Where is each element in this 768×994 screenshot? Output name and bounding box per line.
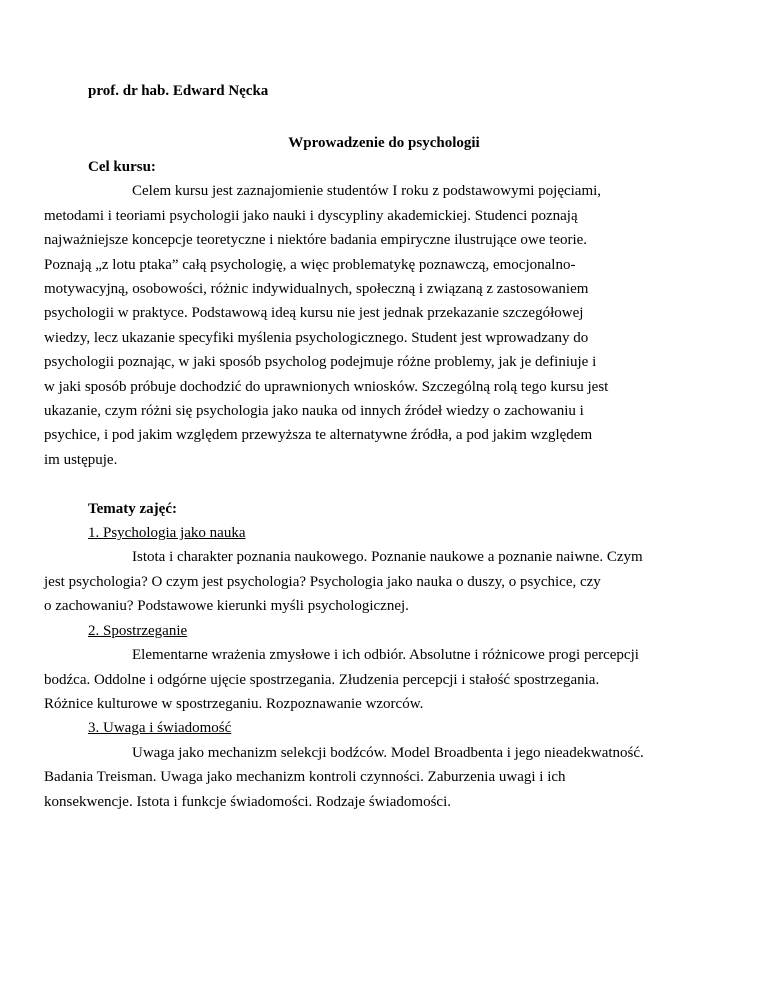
goal-paragraph: [44, 179, 688, 472]
topic-line: Istota i charakter poznania naukowego. Poznanie naukowe a poznanie naiwne. Czym: [132, 549, 643, 566]
topic-line: jest psychologia? O czym jest psychologia? Psychologia jako nauka o duszy, o psychice, czy: [44, 573, 601, 590]
goal-line: Celem kursu jest zaznajomienie studentów I roku z podstawowymi pojęciami,: [132, 183, 602, 200]
topic-description-3: [44, 741, 688, 814]
goal-line: Poznają „z lotu ptaka” całą psychologię, a więc problematykę poznawczą, emocjonalno-: [44, 256, 576, 273]
topic-description-1: [44, 545, 688, 618]
goal-line: metodami i teoriami psychologii jako nauki i dyscypliny akademickiej. Studenci poznają: [44, 207, 578, 224]
topic-line: Uwaga jako mechanizm selekcji bodźców. Model Broadbenta i jego nieadekwatność.: [132, 744, 644, 761]
topic-line: bodźca. Oddolne i odgórne ujęcie spostrzegania. Złudzenia percepcji i stałość spostrzegania.: [44, 671, 600, 688]
topic-line: konsekwencje. Istota i funkcje świadomości. Rodzaje świadomości.: [44, 793, 451, 810]
goal-heading: Cel kursu:: [88, 159, 156, 175]
topic-line: Różnice kulturowe w spostrzeganiu. Rozpoznawanie wzorców.: [44, 695, 424, 712]
goal-line: im ustępuje.: [44, 451, 118, 468]
goal-line: psychologii poznając, w jaki sposób psycholog podejmuje różne problemy, jak je definiuje i: [44, 354, 597, 371]
topics-heading: Tematy zajęć:: [88, 500, 177, 517]
document-title: Wprowadzenie do psychologii: [288, 135, 480, 151]
goal-line: wiedzy, lecz ukazanie specyfiki myślenia psychologicznego. Student jest wprowadzany do: [44, 329, 589, 346]
topic-line: Badania Treisman. Uwaga jako mechanizm kontroli czynności. Zaburzenia uwagi i ich: [44, 769, 566, 786]
goal-line: najważniejsze koncepcje teoretyczne i niektóre badania empiryczne ilustrujące owe teorie.: [44, 232, 588, 249]
topic-line: o zachowaniu? Podstawowe kierunki myśli psychologicznej.: [44, 598, 409, 615]
goal-line: ukazanie, czym różni się psychologia jako nauka od innych źródeł wiedzy o zachowaniu i: [44, 403, 584, 420]
topic-title-1: 1. Psychologia jako nauka: [88, 525, 246, 542]
topic-title-3: 3. Uwaga i świadomość: [88, 720, 232, 737]
topic-line: Elementarne wrażenia zmysłowe i ich odbiór. Absolutne i różnicowe progi percepcji: [132, 647, 639, 664]
goal-line: psychologii w praktyce. Podstawową ideą kursu nie jest jednak przekazanie szczegółowej: [44, 305, 584, 322]
document-body: [44, 155, 688, 814]
goal-line: motywacyjną, osobowości, różnic indywidualnych, społeczną i związaną z zastosowaniem: [44, 281, 589, 298]
goal-line: psychice, i pod jakim względem przewyższa te alternatywne źródła, a pod jakim względem: [44, 427, 593, 444]
topic-description-2: [44, 643, 688, 716]
author-line: prof. dr hab. Edward Nęcka: [88, 83, 269, 99]
topic-title-2: 2. Spostrzeganie: [88, 622, 188, 639]
goal-line: w jaki sposób próbuje dochodzić do uprawnionych wniosków. Szczególną rolą tego kursu jest: [44, 378, 609, 395]
